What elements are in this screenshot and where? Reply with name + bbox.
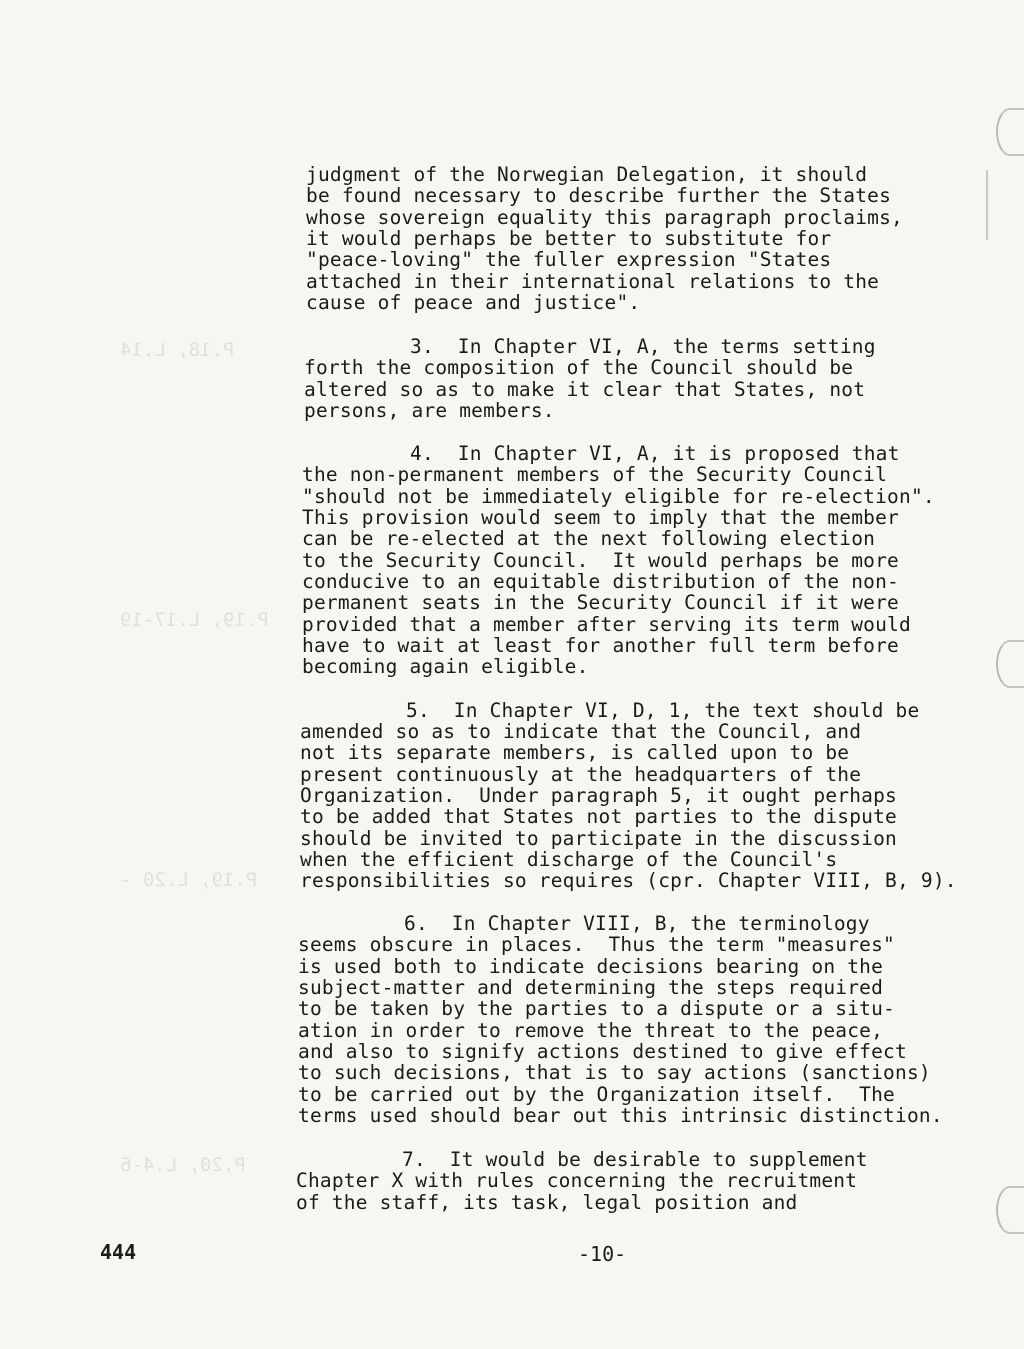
text-line: to be added that States not parties to the dispute bbox=[300, 805, 897, 828]
bleed-through-left-4: P.19, L.17-19 bbox=[120, 609, 269, 631]
text-line: judgment of the Norwegian Delegation, it should bbox=[306, 163, 868, 186]
punch-hole-middle bbox=[996, 640, 1024, 688]
text-line: present continuously at the headquarters of the bbox=[300, 763, 862, 786]
bleed-through-left: P.18, L.14 bbox=[120, 339, 235, 361]
text-line: conducive to an equitable distribution of the non- bbox=[302, 570, 899, 593]
text-line: becoming again eligible. bbox=[302, 655, 589, 678]
text-line: terms used should bear out this intrinsic distinction. bbox=[298, 1104, 943, 1127]
document-serial-number: 444 bbox=[100, 1240, 137, 1264]
text-line: 5. In Chapter VI, D, 1, the text should be bbox=[406, 699, 920, 722]
text-line: 4. In Chapter VI, A, it is proposed that bbox=[410, 442, 900, 465]
edge-mark bbox=[986, 170, 988, 240]
text-line: ation in order to remove the threat to the peace, bbox=[298, 1019, 884, 1042]
text-line: is used both to indicate decisions bearing on the bbox=[298, 955, 884, 978]
text-line: be found necessary to describe further the States bbox=[306, 184, 892, 207]
text-line: responsibilities so requires (cpr. Chapter VIII, B, 9). bbox=[300, 869, 957, 892]
text-line: Chapter X with rules concerning the recruitment bbox=[296, 1169, 858, 1192]
text-line: subject-matter and determining the steps required bbox=[298, 976, 884, 999]
text-line: to be taken by the parties to a dispute or a situ- bbox=[298, 997, 895, 1020]
bleed-through-left-2: P.19, L.20 - bbox=[120, 869, 258, 891]
text-line: whose sovereign equality this paragraph proclaims, bbox=[306, 206, 903, 229]
text-line: seems obscure in places. Thus the term "measures" bbox=[298, 933, 895, 956]
text-line: not its separate members, is called upon to be bbox=[300, 741, 850, 764]
text-line: it would perhaps be better to substitute for bbox=[306, 227, 832, 250]
text-line: and also to signify actions destined to give effect bbox=[298, 1040, 907, 1063]
text-line: to such decisions, that is to say actions (sanctions) bbox=[298, 1061, 931, 1084]
text-line: provided that a member after serving its term would bbox=[302, 613, 911, 636]
text-line: "should not be immediately eligible for re-election". bbox=[302, 485, 935, 508]
text-line: Organization. Under paragraph 5, it ought perhaps bbox=[300, 784, 897, 807]
text-line: 7. It would be desirable to supplement bbox=[402, 1148, 868, 1171]
text-line: amended so as to indicate that the Council, and bbox=[300, 720, 862, 743]
text-line: altered so as to make it clear that States, not bbox=[304, 378, 866, 401]
text-line: can be re-elected at the next following election bbox=[302, 527, 876, 550]
punch-hole-top bbox=[996, 108, 1024, 156]
text-line: This provision would seem to imply that the member bbox=[302, 506, 899, 529]
bleed-through-left-3: P.20, L.4-6 bbox=[120, 1154, 246, 1176]
text-line: forth the composition of the Council should be bbox=[304, 356, 854, 379]
text-line: 6. In Chapter VIII, B, the terminology bbox=[404, 912, 870, 935]
text-line: to the Security Council. It would perhaps be more bbox=[302, 549, 899, 572]
text-line: "peace-loving" the fuller expression "States bbox=[306, 248, 832, 271]
text-line: of the staff, its task, legal position and bbox=[296, 1191, 798, 1214]
text-line: attached in their international relations to the bbox=[306, 270, 880, 293]
text-line: to be carried out by the Organization itself. The bbox=[298, 1083, 895, 1106]
punch-hole-bottom bbox=[996, 1186, 1024, 1234]
text-line: 3. In Chapter VI, A, the terms setting bbox=[410, 335, 876, 358]
page-number: -10- bbox=[578, 1242, 627, 1266]
text-line: permanent seats in the Security Council if it were bbox=[302, 591, 899, 614]
text-line: should be invited to participate in the discussion bbox=[300, 827, 897, 850]
text-line: cause of peace and justice". bbox=[306, 291, 641, 314]
text-line: the non-permanent members of the Security Council bbox=[302, 463, 888, 486]
text-line: when the efficient discharge of the Council's bbox=[300, 848, 838, 871]
text-line: have to wait at least for another full term before bbox=[302, 634, 899, 657]
text-line: persons, are members. bbox=[304, 399, 555, 422]
